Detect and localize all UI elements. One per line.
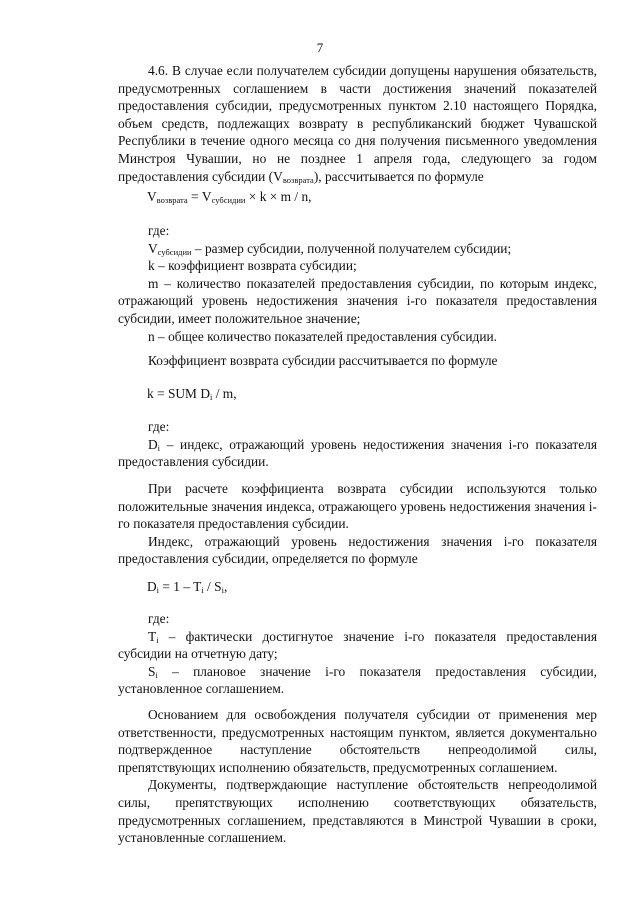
formula-rhs: × k × m / n, bbox=[245, 189, 312, 204]
def-v-subscript: субсидии bbox=[157, 246, 192, 257]
k-intro bbox=[118, 352, 597, 370]
paragraph-4-6 bbox=[118, 62, 597, 185]
where-label-3: где: bbox=[148, 611, 170, 626]
paragraph-index-text: Индекс, отражающий уровень недостижения значения i-го показателя предоставления субсидии, определяется по формуле bbox=[118, 533, 597, 567]
def-t-symbol: T bbox=[148, 628, 157, 644]
def-d-subscript: i bbox=[157, 442, 161, 453]
formula-d-symbol: D bbox=[147, 579, 157, 594]
formula-v-subscript: возврата bbox=[156, 195, 188, 205]
page-number: 7 bbox=[316, 40, 324, 55]
formula-return-volume bbox=[147, 188, 312, 205]
def-t-text: – фактически достигнутое значение i-го показателя предоставления субсидии на отчетную дату; bbox=[118, 628, 597, 662]
definitions-1 bbox=[118, 222, 597, 345]
def-k: k – коэффициент возврата субсидии; bbox=[148, 258, 357, 274]
def-d bbox=[118, 436, 597, 471]
def-s-symbol: S bbox=[148, 663, 156, 679]
formula-d-div: / S bbox=[203, 579, 222, 594]
paragraph-docs-text: Документы, подтверждающие наступление обстоятельств непреодолимой силы, препятствующих исполнению соответствующих обязательств, предусмотренных соглашением, представляются в Минстрой Чувашии в сроки, установленные соглашением. bbox=[118, 777, 597, 846]
formula-t-subscript: i bbox=[201, 585, 204, 595]
def-d-text: – индекс, отражающий уровень недостижения значения i-го показателя предоставления субсидии. bbox=[118, 436, 597, 470]
formula-k-lhs: k = SUM D bbox=[147, 386, 210, 401]
formula-d-end: , bbox=[223, 579, 228, 594]
def-v-symbol: V bbox=[148, 240, 158, 256]
def-n: n – общее количество показателей предоставления субсидии. bbox=[148, 328, 498, 344]
paragraph-release-text: Основанием для освобождения получателя субсидии от применения мер ответственности, предусмотренных настоящим пунктом, является документально подтвержденное наступление обстоятельств непреодолимой силы, препятствующих исполнению обязательств, предусмотренных соглашением. bbox=[118, 707, 597, 775]
formula-k-subscript: i bbox=[209, 392, 213, 402]
k-intro-text: Коэффициент возврата субсидии рассчитывается по формуле bbox=[148, 353, 498, 368]
where-label-2: где: bbox=[148, 419, 170, 434]
paragraph-4-6-tail: ), рассчитывается по формуле bbox=[313, 168, 484, 184]
def-t bbox=[118, 628, 597, 663]
definitions-2 bbox=[118, 418, 597, 471]
def-s-text: – плановое значение i-го показателя предоставления субсидии, установленное соглашением. bbox=[118, 663, 597, 697]
formula-s-subscript: i bbox=[221, 585, 224, 595]
formula-subsidy-subscript: субсидии bbox=[211, 195, 246, 205]
formula-d-mid: = 1 – T bbox=[159, 579, 202, 594]
paragraph-positive bbox=[118, 480, 597, 568]
v-return-subscript: возврата bbox=[282, 174, 314, 185]
def-s bbox=[118, 663, 597, 698]
definitions-3 bbox=[118, 610, 597, 698]
paragraph-release bbox=[118, 706, 597, 847]
formula-k-rhs: / m, bbox=[212, 386, 237, 401]
where-label: где: bbox=[148, 223, 170, 238]
formula-d bbox=[147, 578, 227, 595]
formula-eq-v: = V bbox=[187, 189, 212, 204]
def-s-subscript: i bbox=[155, 669, 158, 680]
paragraph-positive-text: При расчете коэффициента возврата субсидии используются только положительные значения индекса, отражающего уровень недостижения значения i-го показателя предоставления субсидии. bbox=[118, 481, 597, 532]
def-d-symbol: D bbox=[148, 436, 158, 452]
def-m: m – количество показателей предоставления субсидии, по которым индекс, отражающий уровень недостижения значения i-го показателя предоставления субсидии, имеет положительное значение; bbox=[118, 275, 597, 326]
def-v-subsidy bbox=[118, 240, 597, 258]
formula-k bbox=[147, 385, 237, 402]
formula-d-subscript: i bbox=[156, 585, 160, 595]
def-v-text: – размер субсидии, полученной получателем субсидии; bbox=[191, 240, 512, 256]
def-t-subscript: i bbox=[156, 634, 159, 645]
paragraph-4-6-text: 4.6. В случае если получателем субсидии допущены нарушения обязательств, предусмотренных соглашением в части достижения значений показателей предоставления субсидии, предусмотренных пунктом 2.10 настоящего Порядка, объем средств, подлежащих возврату в республиканский бюджет Чувашской Республики в течение одного месяца со дня получения письменного уведомления Минстроя Чувашии, но не позднее 1 апреля года, следующего за годом предоставления субсидии (V bbox=[118, 63, 597, 184]
formula-v-symbol: V bbox=[147, 189, 157, 204]
